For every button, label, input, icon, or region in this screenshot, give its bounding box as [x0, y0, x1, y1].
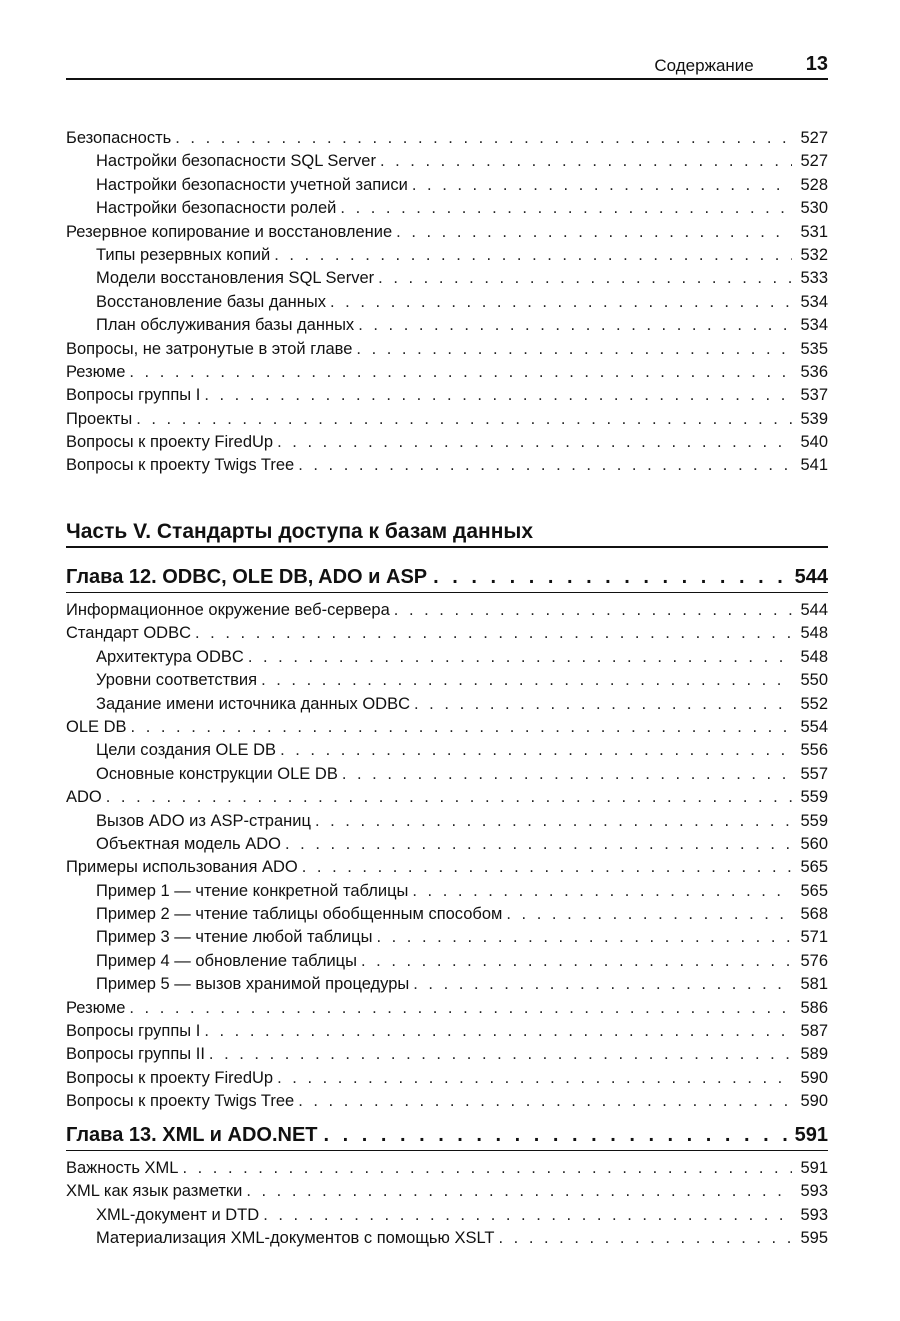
toc-entry-title: Вопросы к проекту Twigs Tree — [66, 456, 295, 475]
toc-entry-title: Настройки безопасности учетной записи — [96, 175, 408, 194]
dot-leader — [209, 1043, 792, 1066]
toc-entry-page: 554 — [800, 717, 828, 736]
toc-entry-title: Пример 4 — обновление таблицы — [96, 951, 357, 970]
toc-entry-page: 548 — [800, 647, 828, 666]
toc-entry-page: 531 — [800, 222, 828, 241]
dot-leader — [277, 431, 792, 454]
toc-entry-page: 591 — [800, 1159, 828, 1177]
dot-leader — [175, 127, 792, 150]
running-header — [66, 52, 828, 80]
chapter-page: 591 — [794, 1124, 828, 1146]
toc-entry-title: Примеры использования ADO — [66, 858, 298, 877]
toc-entry — [66, 973, 828, 996]
toc-entry-page: 541 — [800, 456, 828, 475]
dot-leader — [315, 810, 792, 833]
dot-leader — [285, 833, 792, 856]
dot-leader — [433, 562, 788, 592]
toc-entry-page: 576 — [800, 951, 828, 970]
toc-entry-title: Вопросы к проекту FiredUp — [66, 433, 274, 452]
toc-entry — [66, 833, 828, 856]
toc-entry — [66, 810, 828, 833]
toc-entry — [66, 903, 828, 926]
dot-leader — [246, 1180, 792, 1203]
toc-entry-title: Основные конструкции OLE DB — [96, 764, 338, 783]
toc-entry — [66, 1043, 828, 1066]
toc-entry-title: Информационное окружение веб-сервера — [66, 601, 390, 619]
toc-entry-title: XML как язык разметки — [66, 1182, 243, 1201]
toc-entry-title: Материализация XML-документов с помощью XSLT — [96, 1229, 495, 1248]
dot-leader — [274, 244, 792, 267]
toc-entry-title: Проекты — [66, 409, 133, 428]
dot-leader — [277, 1067, 792, 1090]
dot-leader — [396, 221, 792, 244]
chapter-page: 544 — [794, 566, 828, 588]
dot-leader — [412, 174, 792, 197]
toc-entry — [66, 221, 828, 244]
dot-leader — [356, 338, 792, 361]
toc-entry-title: Цели создания OLE DB — [96, 741, 277, 760]
toc-entry — [66, 786, 828, 809]
toc-entry-page: 527 — [800, 152, 828, 171]
chapter-entries — [66, 1157, 828, 1251]
toc-entry-page: 556 — [800, 741, 828, 760]
toc-entry-page: 532 — [800, 245, 828, 264]
dot-leader — [129, 997, 792, 1020]
dot-leader — [499, 1227, 793, 1250]
toc-entry-title: XML-документ и DTD — [96, 1205, 260, 1224]
toc-entry-title: Пример 3 — чтение любой таблицы — [96, 928, 373, 947]
dot-leader — [136, 408, 792, 431]
dot-leader — [414, 693, 792, 716]
toc-entry-title: План обслуживания базы данных — [96, 316, 355, 335]
toc-entry — [66, 1204, 828, 1227]
toc-entry-title: Резюме — [66, 998, 126, 1017]
dot-leader — [129, 361, 792, 384]
dot-leader — [248, 646, 792, 669]
toc-entry-title: Безопасность — [66, 129, 172, 147]
toc-entry-page: 590 — [800, 1092, 828, 1111]
toc-entry-page: 527 — [800, 129, 828, 147]
dot-leader — [204, 384, 792, 407]
toc-entry-title: Резервное копирование и восстановление — [66, 222, 393, 241]
toc-entry-page: 533 — [800, 269, 828, 288]
toc-entry — [66, 739, 828, 762]
toc-entry — [66, 314, 828, 337]
toc-entry — [66, 599, 828, 622]
dot-leader — [340, 197, 792, 220]
toc-entry-title: Восстановление базы данных — [96, 292, 327, 311]
toc-entry-title: Архитектура ODBC — [96, 647, 244, 666]
toc-entry — [66, 646, 828, 669]
toc-entry-page: 589 — [800, 1045, 828, 1064]
toc-entry — [66, 1067, 828, 1090]
toc-entry-page: 571 — [800, 928, 828, 947]
toc-entry — [66, 622, 828, 645]
toc-entry-title: Пример 2 — чтение таблицы обобщенным способом — [96, 905, 503, 924]
toc-entry — [66, 1090, 828, 1113]
toc-entry-page: 528 — [800, 175, 828, 194]
toc-entry — [66, 926, 828, 949]
toc-entry — [66, 150, 828, 173]
toc-entry — [66, 1020, 828, 1043]
chapter-entries — [66, 599, 828, 1114]
toc-entry — [66, 693, 828, 716]
toc-entry-page: 560 — [800, 834, 828, 853]
dot-leader — [195, 622, 792, 645]
toc-entry-title: Вызов ADO из ASP-страниц — [96, 811, 311, 830]
toc-entry-page: 557 — [800, 764, 828, 783]
toc-entry-page: 586 — [800, 998, 828, 1017]
toc-entry — [66, 880, 828, 903]
toc-entry-title: Уровни соответствия — [96, 671, 258, 690]
toc-chapter-13 — [66, 1120, 828, 1251]
toc-entry-page: 587 — [800, 1022, 828, 1041]
dot-leader — [263, 1204, 792, 1227]
toc-entry-page: 593 — [800, 1205, 828, 1224]
dot-leader — [106, 786, 792, 809]
chapter-heading — [66, 562, 828, 593]
toc-entry-title: Вопросы к проекту Twigs Tree — [66, 1092, 295, 1111]
toc-entry-page: 593 — [800, 1182, 828, 1201]
toc-entry — [66, 408, 828, 431]
toc-section-previous-chapter — [66, 127, 828, 478]
dot-leader — [361, 950, 792, 973]
toc-entry — [66, 1180, 828, 1203]
header-title: Содержание — [654, 56, 754, 75]
dot-leader — [324, 1120, 789, 1150]
toc-entry — [66, 244, 828, 267]
toc-entry-title: Пример 1 — чтение конкретной таблицы — [96, 881, 409, 900]
dot-leader — [358, 314, 792, 337]
toc-entry-title: ADO — [66, 788, 102, 807]
toc-entry-page: 550 — [800, 671, 828, 690]
toc-entry — [66, 338, 828, 361]
dot-leader — [131, 716, 792, 739]
chapter-title: Глава 13. XML и ADO.NET — [66, 1124, 318, 1146]
dot-leader — [298, 1090, 792, 1113]
dot-leader — [261, 669, 792, 692]
toc-entry-page: 559 — [800, 788, 828, 807]
toc-entry-title: Пример 5 — вызов хранимой процедуры — [96, 975, 410, 994]
toc-entry — [66, 127, 828, 150]
toc-entry-page: 548 — [800, 624, 828, 643]
dot-leader — [280, 739, 792, 762]
toc-entry — [66, 950, 828, 973]
toc-entry-title: Задание имени источника данных ODBC — [96, 694, 410, 713]
toc-entry-title: OLE DB — [66, 717, 127, 736]
toc-entry-title: Объектная модель ADO — [96, 834, 281, 853]
toc-entry-page: 534 — [800, 316, 828, 335]
toc-entry-title: Стандарт ODBC — [66, 624, 192, 643]
dot-leader — [330, 291, 792, 314]
toc-entry-page: 537 — [800, 386, 828, 405]
toc-entry — [66, 174, 828, 197]
dot-leader — [342, 763, 792, 786]
toc-chapter-12 — [66, 562, 828, 1114]
toc-entry-title: Настройки безопасности ролей — [96, 199, 337, 218]
dot-leader — [380, 150, 792, 173]
toc-entry — [66, 291, 828, 314]
toc-entry-title: Вопросы группы I — [66, 386, 201, 405]
toc-entry — [66, 856, 828, 879]
toc-entry — [66, 384, 828, 407]
toc-entry-page: 595 — [800, 1229, 828, 1248]
dot-leader — [378, 267, 792, 290]
toc-entry-title: Модели восстановления SQL Server — [96, 269, 375, 288]
toc-entry-page: 535 — [800, 339, 828, 358]
dot-leader — [302, 856, 792, 879]
dot-leader — [204, 1020, 792, 1043]
dot-leader — [412, 880, 792, 903]
toc-entry-page: 568 — [800, 905, 828, 924]
toc-entry-title: Резюме — [66, 362, 126, 381]
toc-entry-page: 530 — [800, 199, 828, 218]
toc-entry-page: 536 — [800, 362, 828, 381]
toc-entry-title: Типы резервных копий — [96, 245, 271, 264]
toc-entry-page: 544 — [800, 601, 828, 619]
toc-entry-page: 540 — [800, 433, 828, 452]
toc-entry — [66, 1157, 828, 1180]
toc-entry-title: Вопросы к проекту FiredUp — [66, 1068, 274, 1087]
dot-leader — [376, 926, 792, 949]
chapter-title: Глава 12. ODBC, OLE DB, ADO и ASP — [66, 566, 428, 588]
toc-entry-page: 581 — [800, 975, 828, 994]
toc-entry — [66, 1227, 828, 1250]
toc-entry-page: 534 — [800, 292, 828, 311]
toc-entry — [66, 267, 828, 290]
toc-entry — [66, 197, 828, 220]
toc-entry-page: 565 — [800, 881, 828, 900]
header-page-number: 13 — [805, 53, 828, 75]
toc-entry-title: Вопросы группы II — [66, 1045, 205, 1064]
toc-entry-title: Вопросы группы I — [66, 1022, 201, 1041]
toc-entry-page: 539 — [800, 409, 828, 428]
toc-entry — [66, 669, 828, 692]
toc-entry — [66, 997, 828, 1020]
toc-entry-page: 590 — [800, 1068, 828, 1087]
dot-leader — [506, 903, 792, 926]
toc-entry — [66, 716, 828, 739]
toc-entry-page: 552 — [800, 694, 828, 713]
dot-leader — [413, 973, 792, 996]
toc-entry — [66, 431, 828, 454]
toc-entry-page: 565 — [800, 858, 828, 877]
toc-entry-page: 559 — [800, 811, 828, 830]
toc-entry — [66, 454, 828, 477]
dot-leader — [394, 599, 792, 622]
toc-entry-title: Настройки безопасности SQL Server — [96, 152, 376, 171]
toc-entry-title: Важность XML — [66, 1159, 179, 1177]
toc-entry — [66, 361, 828, 384]
part-heading: Часть V. Стандарты доступа к базам данных — [66, 520, 828, 548]
chapter-heading — [66, 1120, 828, 1151]
toc-entry-title: Вопросы, не затронутые в этой главе — [66, 339, 353, 358]
dot-leader — [298, 454, 792, 477]
toc-entry — [66, 763, 828, 786]
dot-leader — [182, 1157, 792, 1180]
